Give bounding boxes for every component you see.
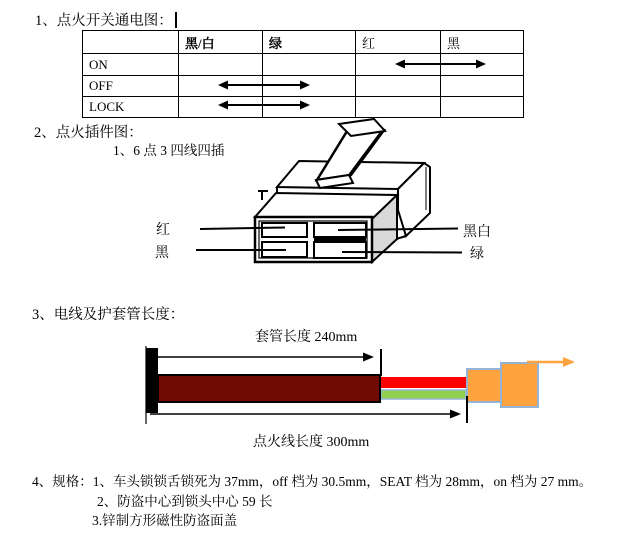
header-black-white: 黑/白: [179, 31, 263, 54]
sleeve-length-label: 套管长度 240mm: [255, 330, 358, 345]
text-cursor: [175, 12, 177, 28]
slot-bottom-left: [262, 242, 307, 257]
wire-end-cap: [146, 348, 158, 413]
spec-line2: 2、防盗中心到锁头中心 59 长: [97, 494, 273, 509]
label-green-wire: 绿: [470, 247, 484, 262]
table-row: [83, 54, 524, 76]
section2-title: 2、点火插件图：: [34, 125, 143, 141]
row-label-off: OFF: [83, 76, 179, 97]
connector-drawing: [196, 119, 462, 262]
header-green: 绿: [263, 31, 356, 54]
table-row: [83, 97, 524, 118]
section1-title-text: 1、点火开关通电图：: [35, 13, 173, 29]
sleeve-tube: [158, 375, 380, 402]
leader-line-red: [200, 228, 285, 230]
connector-block-1: [467, 369, 501, 402]
slot-top-right: [314, 223, 366, 237]
orange-arrow: [527, 357, 575, 367]
label-black-wire: 黑: [155, 246, 169, 261]
leader-line-green: [342, 252, 462, 253]
measure-arrow-240: [151, 349, 381, 376]
header-red: 红: [356, 31, 441, 54]
slot-bottom-right: [314, 242, 366, 258]
table-row: [83, 76, 524, 97]
switch-power-table: [82, 30, 524, 118]
row-label-on: ON: [83, 54, 179, 76]
section1-title: [35, 9, 177, 30]
connector-block-2: [501, 363, 538, 407]
row-label-lock: LOCK: [83, 97, 179, 118]
leader-line-blackwhite: [338, 229, 458, 231]
measure-arrow-300: [150, 396, 467, 423]
section4-title: 4、规格：: [32, 474, 93, 489]
header-empty: [83, 31, 179, 54]
header-black: 黑: [441, 31, 524, 54]
section4-line1: [32, 470, 592, 490]
green-wire: [381, 390, 466, 399]
spec-line1: 1、车头锁锁舌锁死为 37mm，off 档为 30.5mm，SEAT 档为 28mm，on 档为 27 mm。: [92, 474, 593, 489]
table-header-row: [83, 31, 524, 54]
wire-length-diagram: [146, 346, 575, 424]
spec-line3: 3.锌制方形磁性防盗面盖: [92, 513, 238, 528]
section3-title: 3、电线及护套管长度：: [32, 307, 185, 323]
section2-subtitle: 1、6 点 3 四线四插: [113, 143, 225, 158]
red-wire: [380, 377, 468, 388]
label-red-wire: 红: [156, 223, 170, 238]
label-blackwhite-wire: 黑白: [463, 225, 491, 240]
latch-lever: [317, 123, 384, 180]
ignition-wire-length-label: 点火线长度 300mm: [253, 435, 370, 450]
slot-top-left: [262, 223, 307, 237]
